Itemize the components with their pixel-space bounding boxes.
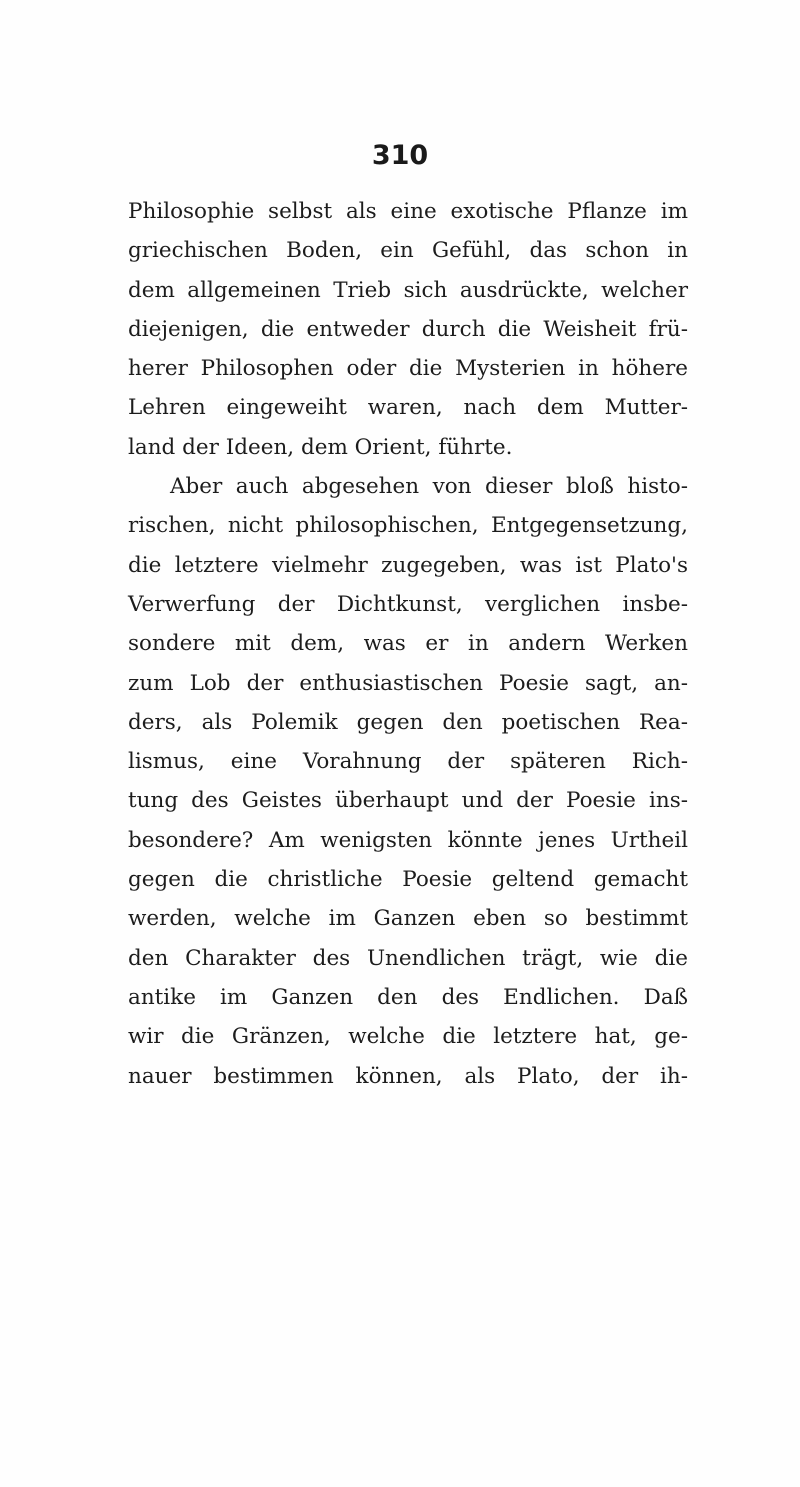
text-line: die letztere vielmehr zugegeben, was ist Plato's [128,552,688,578]
text-line: zum Lob der enthusiastischen Poesie sagt, an- [128,670,688,696]
text-line: werden, welche im Ganzen eben so bestimmt [128,906,688,932]
text-line: dem allgemeinen Trieb sich ausdrückte, welcher [128,277,688,303]
text-line: Lehren eingeweiht waren, nach dem Mutter- [128,395,688,421]
text-line: diejenigen, die entweder durch die Weisheit frü- [128,316,688,342]
body-text [128,192,688,1096]
text-line: Philosophie selbst als eine exotische Pflanze im [128,199,688,224]
text-line: rischen, nicht philosophischen, Entgegensetzung, [128,513,688,539]
text-line: ders, als Polemik gegen den poetischen Rea- [128,709,688,735]
text-line: land der Ideen, dem Orient, führte. [128,434,513,460]
page-number: 310 [371,140,429,171]
text-line: besondere? Am wenigsten könnte jenes Urtheil [128,827,688,853]
text-line: tung des Geistes überhaupt und der Poesie ins- [128,788,688,814]
text-line: Verwerfung der Dichtkunst, verglichen insbe- [128,591,688,617]
text-line: herer Philosophen oder die Mysterien in höhere [128,356,688,382]
text-line: sondere mit dem, was er in andern Werken [128,631,688,657]
text-line: nauer bestimmen können, als Plato, der ih- [128,1063,688,1089]
text-line: griechischen Boden, ein Gefühl, das schon in [128,238,688,264]
text-line: antike im Ganzen den des Endlichen. Daß [128,984,688,1010]
text-line: gegen die christliche Poesie geltend gemacht [128,867,688,893]
text-line: wir die Gränzen, welche die letztere hat, ge- [128,1024,688,1050]
text-line: lismus, eine Vorahnung der späteren Rich- [128,749,688,775]
text-line: Aber auch abgesehen von dieser bloß histo- [170,474,688,500]
text-line: den Charakter des Unendlichen trägt, wie die [128,945,688,971]
